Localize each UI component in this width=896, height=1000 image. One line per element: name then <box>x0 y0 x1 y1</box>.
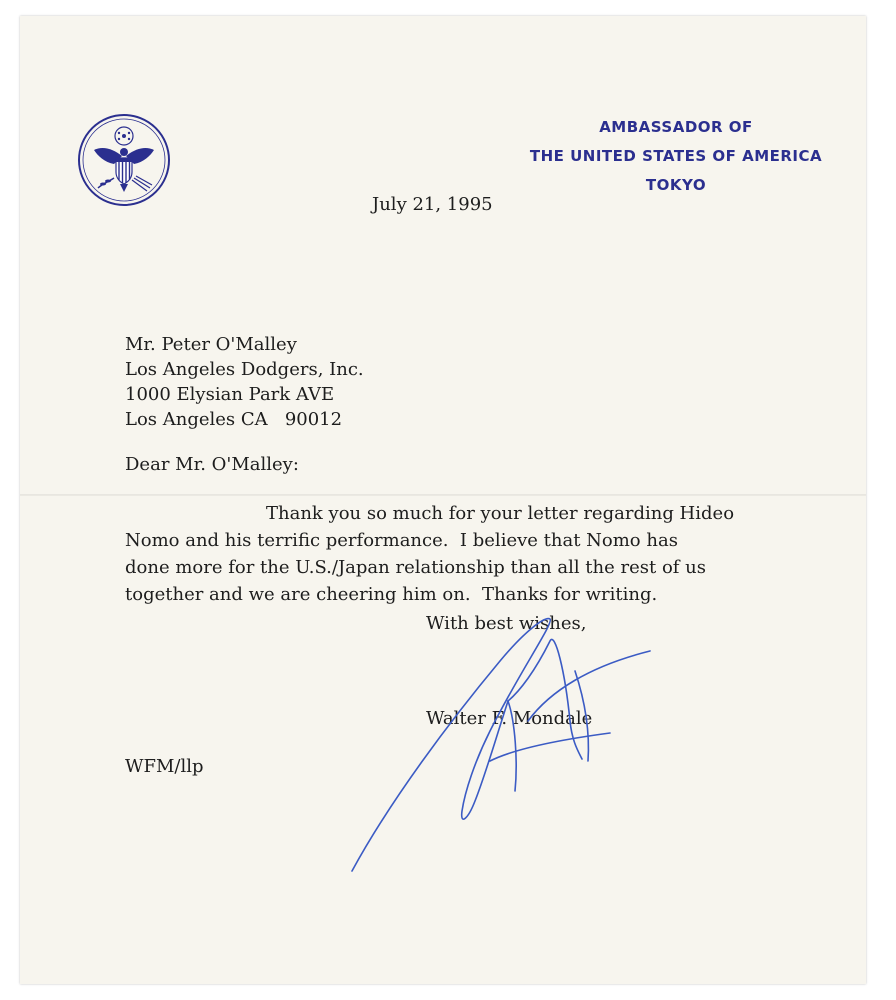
letterhead-title: AMBASSADOR OF <box>599 118 753 136</box>
recipient-address <box>125 332 364 432</box>
typist-initials: WFM/llp <box>125 756 204 777</box>
letter-body <box>125 500 785 608</box>
body-line: Nomo and his terrific performance. I believe that Nomo has <box>125 530 678 551</box>
salutation: Dear Mr. O'Malley: <box>125 454 299 475</box>
body-line: together and we are cheering him on. Thanks for writing. <box>125 584 658 605</box>
recipient-street: 1000 Elysian Park AVE <box>125 384 335 405</box>
letter-sheet <box>20 16 866 984</box>
letterhead <box>526 113 826 200</box>
paper-fold-line <box>20 494 866 496</box>
recipient-organization: Los Angeles Dodgers, Inc. <box>125 359 364 380</box>
letterhead-city: TOKYO <box>645 176 707 194</box>
body-line: Thank you so much for your letter regarding Hideo <box>266 503 735 524</box>
letterhead-country: THE UNITED STATES OF AMERICA <box>529 147 823 165</box>
great-seal-icon <box>76 112 172 208</box>
signer-name: Walter F. Mondale <box>426 708 593 729</box>
recipient-name: Mr. Peter O'Malley <box>125 334 297 355</box>
recipient-city: Los Angeles CA 90012 <box>125 409 343 430</box>
letter-date: July 21, 1995 <box>372 194 493 215</box>
closing: With best wishes, <box>426 613 587 634</box>
body-line: done more for the U.S./Japan relationship than all the rest of us <box>125 557 707 578</box>
handwritten-signature-icon <box>350 611 670 891</box>
